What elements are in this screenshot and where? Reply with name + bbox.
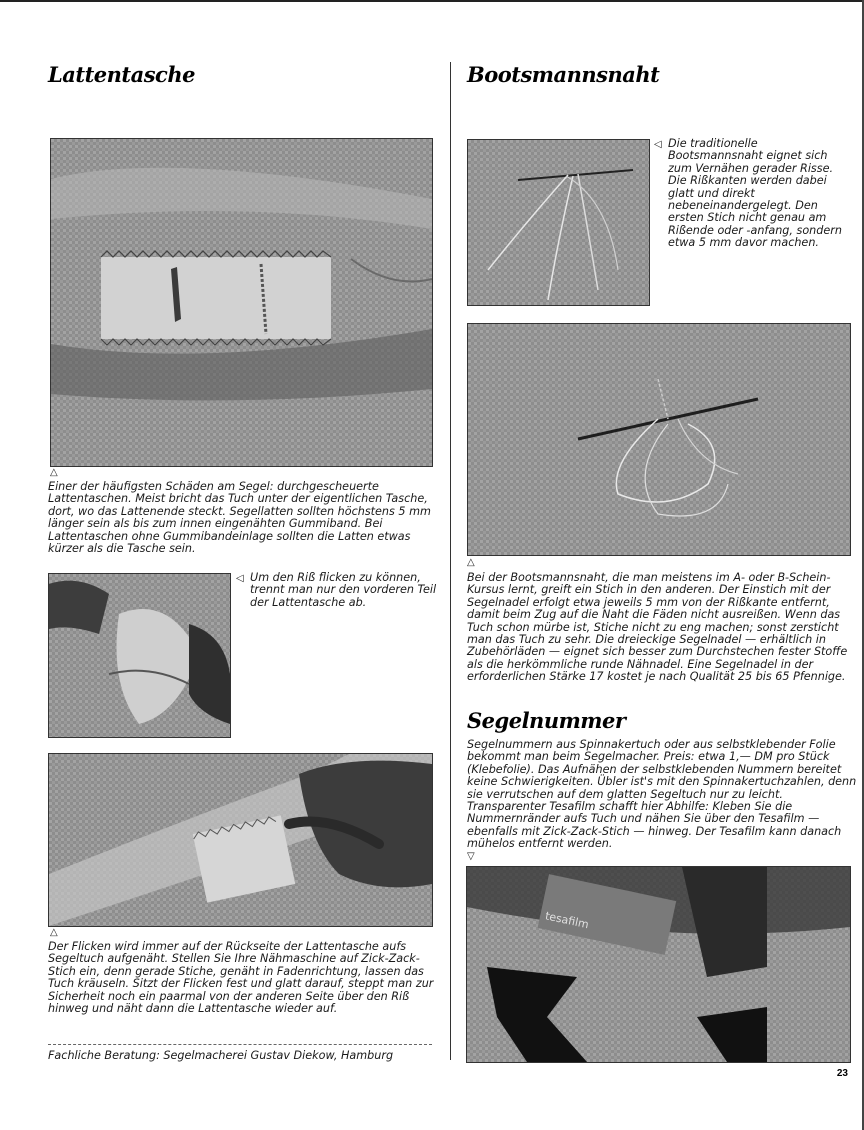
caption-marker-up: △ (50, 467, 58, 478)
caption-marker-up-3: △ (467, 557, 475, 568)
photo-needle-threads (467, 139, 650, 306)
heading-lattentasche: Lattentasche (48, 62, 195, 87)
page-top-edge (0, 0, 864, 2)
credit-line: Fachliche Beratung: Segelmacherei Gustav Diekow, Hamburg (48, 1049, 394, 1062)
caption-stitch-technique: Bei der Bootsmannsnaht, die man meistens im A- oder B-Schein-Kursus lernt, greift ein Stich in den anderen. Der Einstich mit der Segelnadel erfolgt etwa jeweils 5 mm von der Rißkante entfernt, damit beim Zug auf die Naht die Fäden nicht ausreißen. Wenn das Tuch schon mürbe ist, Stiche nicht zu eng machen; sonst zersticht man das Tuch zu sehr. Die dreieckige Segelnadel — erhältlich in Zubehörläden — eignet sich besser zum Durchstechen fester Stoffe als die herkömmliche runde Nähnadel. Eine Segelnadel in der erforderlichen Stärke 17 kostet je nach Qualität 25 bis 65 Pfennige. (467, 571, 848, 684)
caption-traditional-stitch: Die traditionelle Bootsmannsnaht eignet sich zum Vernähen gerader Risse. Die Rißkanten werden dabei glatt und direkt nebeneinandergelegt. Den ersten Stich nicht genau am Rißende oder -anfang, sondern etwa 5 mm davor machen. (668, 137, 842, 250)
page-number: 23 (836, 1068, 848, 1079)
heading-segelnummer: Segelnummer (467, 708, 626, 733)
caption-unpick-pocket: Um den Riß flicken zu können, trennt man nur den vorderen Teil der Lattentasche ab. (250, 571, 437, 609)
photo-opening-pocket (48, 573, 231, 738)
caption-marker-left: ◁ (236, 573, 244, 584)
body-sail-numbers: Segelnummern aus Spinnakertuch oder aus selbstklebender Folie bekommt man beim Segelmacher. Preis: etwa 1,— DM pro Stück (Klebefolie). Das Aufnähen der selbstklebenden Nummern bereitet keine Schwierigkeiten. Übler ist's mit den Spinnakertuchzahlen, denn sie verrutschen auf dem glatten Segeltuch nur zu leicht. Transparenter Tesafilm schafft hier Abhilfe: Kleben Sie die Nummernränder aufs Tuch und nähen Sie über den Tesafilm — ebenfalls mit Zick-Zack-Stich — hinweg. Der Tesafilm kann danach mühelos entfernt werden. (467, 738, 857, 851)
caption-marker-down: ▽ (467, 851, 475, 862)
photo-stitch-detail (467, 323, 851, 556)
heading-bootsmannsnaht: Bootsmannsnaht (467, 62, 660, 87)
caption-patch-instructions: Der Flicken wird immer auf der Rückseite der Lattentasche aufs Segeltuch aufgenäht. Stellen Sie Ihre Nähmaschine auf Zick-Zack-Stich ein, denn gerade Stiche, genäht in Fadenrichtung, lassen das Tuch kräuseln. Sitzt der Flicken fest und glatt darauf, steppt man zur Sicherheit noch ein paarmal von der anderen Seite über den Riß hinweg und näht dann die Lattentasche wieder auf. (48, 940, 434, 1016)
stitch-detail-illustration (468, 324, 850, 555)
photo-patch-sewing (48, 753, 433, 927)
needle-threads-illustration (468, 140, 649, 305)
caption-batten-damage: Einer der häufigsten Schäden am Segel: durchgescheuerte Lattentaschen. Meist bricht das Tuch unter der eigentlichen Tasche, dort, wo das Lattenende steckt. Segellatten sollten höchstens 5 mm länger sein als bis zum innen eingenähten Gummiband. Bei Lattentaschen ohne Gummibandeinlage sollten die Latten etwas kürzer als die Tasche sein. (48, 480, 431, 556)
column-divider (450, 62, 451, 1060)
tesafilm-label: tesafilm (543, 909, 590, 932)
credit-rule (48, 1044, 432, 1045)
caption-marker-up-2: △ (50, 927, 58, 938)
opening-pocket-illustration (49, 574, 230, 737)
photo-batten-pocket (50, 138, 433, 467)
batten-pocket-illustration (51, 139, 432, 466)
photo-sail-number-sewing (466, 866, 851, 1063)
patch-sewing-illustration (49, 754, 432, 926)
sail-number-sewing-illustration (467, 867, 850, 1062)
caption-marker-left-2: ◁ (654, 139, 662, 150)
